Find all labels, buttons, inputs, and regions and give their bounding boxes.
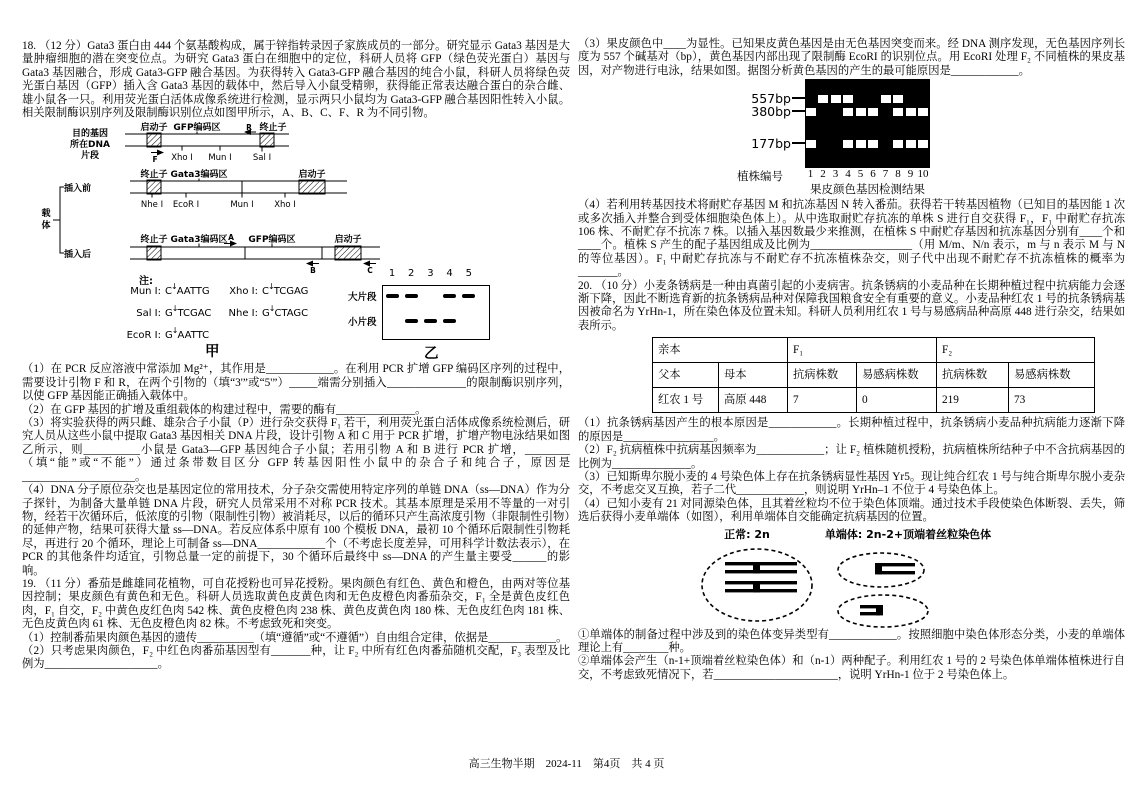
gel2-band xyxy=(806,108,816,116)
gel2-lane-number: 2 xyxy=(820,168,826,181)
gel2-lane-number: 3 xyxy=(832,168,839,181)
q19-sub1: （1）控制番茄果肉颜色基因的遗传__________（填“遵循”或“不遵循”）自由组合定律，依据是____________。 xyxy=(22,631,568,644)
gel-yi-caption: 乙 xyxy=(424,346,439,363)
q20-circle1: ①单端体的制备过程中涉及到的染色体变异类型有____________。按照细胞中染色体形态分类，小麦的单端体理论上有________种。 xyxy=(578,628,1125,654)
gel-yi-band xyxy=(443,294,456,298)
gfp-region-label: GFP编码区 xyxy=(173,123,221,134)
enzyme-name: EcoR I: xyxy=(126,330,161,342)
site-label: Mun I xyxy=(230,200,254,211)
primer-a-label: A xyxy=(228,233,234,243)
gel-yi-lane-number: 5 xyxy=(465,268,472,280)
figure-chromosomes xyxy=(578,525,1125,629)
table-cell: 7 xyxy=(788,388,857,413)
primer-c-label: C xyxy=(367,266,373,276)
enzyme-name: Xho I: xyxy=(229,286,258,298)
gel2-lane-number: 4 xyxy=(845,168,851,181)
terminator-box xyxy=(147,180,161,194)
vector-label: 载 xyxy=(41,209,51,220)
table-cell: 易感病株数 xyxy=(1009,363,1095,388)
figure-gel-peel xyxy=(578,78,1125,199)
gene-construct-diagram xyxy=(22,122,422,280)
gel-yi-band xyxy=(386,294,399,298)
marker-line xyxy=(792,110,805,112)
terminator-label: 终止子 xyxy=(140,170,168,181)
q19-sub3: （3）果皮颜色中____为显性。已知果皮黄色基因是由无色基因突变而来。经 DNA 测序发现，无色基因序列长度为 557 个碱基对（bp），黄色基因内部出现了限制酶 EcoRI 的识别位点。用 EcoRI 处理 F₂ 不同植株的果皮基因，对产物进行电泳，结果如图。据图分析黄色基因的产生的最可能原因是____________。 xyxy=(578,38,1125,77)
table-cell: F₁ xyxy=(788,338,937,363)
gel2-band xyxy=(843,95,853,103)
q18-sub1: （1）在 PCR 反应溶液中常添加 Mg²⁺，其作用是____________。在利用 PCR 扩增 GFP 编码区序列的过程中，需要设计引物 F 和 R，在两个引物的（填“3'”或“5'”）_____端需分别插入______________的限制酶识别序列，以使 GFP 基因能正确插入载体中。 xyxy=(22,363,570,403)
gel-yi-band xyxy=(443,319,456,323)
enzyme-seq: G↓CTAGC xyxy=(262,304,309,320)
gel-yi-row-label: 小片段 xyxy=(348,317,377,329)
site-label: Sal I xyxy=(252,153,272,164)
enzyme-name: Mun I: xyxy=(130,286,161,298)
figure-jia-caption: 甲 xyxy=(205,344,220,361)
gel2-band xyxy=(918,108,928,116)
gel2-lane-number: 5 xyxy=(857,168,864,181)
gel2-marker-label: 380bp xyxy=(751,103,791,119)
table-cell: 亲本 xyxy=(653,338,788,363)
gel2-band xyxy=(856,108,866,116)
gfp-region-label: GFP编码区 xyxy=(248,235,296,246)
gel-yi-band xyxy=(424,319,437,323)
cut-arrow-icon: ↓ xyxy=(171,326,179,336)
gel-yi-lane-number: 4 xyxy=(446,268,453,280)
gel-yi-band xyxy=(405,319,418,323)
normal-cell xyxy=(702,549,812,621)
primer-f-label: F xyxy=(152,155,158,165)
enzyme-seq: C↓AATTG xyxy=(165,282,210,298)
q20-sub4: （4）已知小麦有 21 对同源染色体，且其着丝粒均不位于染色体顶端。通过技术手段使染色体断裂、丢失，筛选后获得小麦单端体（如图），利用单端体自交能确定抗病基因的位置。 xyxy=(578,497,1125,524)
cut-arrow-icon: ↓ xyxy=(171,304,179,314)
gel2-band xyxy=(893,95,903,103)
table-cell: 抗病株数 xyxy=(937,363,1009,388)
cut-arrow-icon: ↓ xyxy=(268,304,276,314)
enzyme-seq: G↓TCGAC xyxy=(165,304,212,320)
gel-yi-row-label: 大片段 xyxy=(348,292,377,304)
gel2-band xyxy=(906,108,916,116)
site-label: Xho I xyxy=(171,153,193,164)
table-cell: 抗病株数 xyxy=(788,363,857,388)
gel2-band xyxy=(831,95,841,103)
gel-yi-band xyxy=(405,294,418,298)
figure-jia-yi xyxy=(22,122,570,362)
gata3-region-label: Gata3编码区 xyxy=(170,235,228,246)
note-title: 注: xyxy=(139,276,153,288)
gel-yi-lane-number: 1 xyxy=(388,268,396,280)
row1-side-label: 目的基因 xyxy=(71,129,109,140)
table-cell: 0 xyxy=(857,388,937,413)
promoter-label: 启动子 xyxy=(298,170,326,181)
gel2-lane-number: 6 xyxy=(870,168,876,181)
gel2-band xyxy=(856,140,866,148)
promoter-label: 启动子 xyxy=(140,123,168,134)
gel2-band xyxy=(881,95,891,103)
row3-side-label: 插入后 xyxy=(64,250,92,261)
row1-side-label: 片段 xyxy=(80,151,100,162)
q19-sub4: （4）若利用转基因技术将耐贮存基因 M 和抗冻基因 N 转入番茄。获得若干转基因植物（已知目的基因能 1 次或多次插入并整合到受体细胞染色体上）。从中选取耐贮存抗冻的单株 S 进行自交获得 F₁，F₁ 中耐贮存抗冻 106 株、不耐贮存不抗冻 7 株。以插入基因数最少来推测，在植株 S 中耐贮存基因和抗冻基因分别有____个和____个。植株 S 产生的配子基因组成及比例为__________________（用 M/m、N/n 表示，m 与 n 表示 M 与 N 的等位基因）。F₁ 中耐贮存抗冻与不耐贮存不抗冻植株杂交，则子代中出现不耐贮存不抗冻植株的概率为_______。 xyxy=(578,199,1125,279)
table-cell: 父本 xyxy=(653,363,719,388)
terminator-box xyxy=(147,246,161,260)
promoter-box xyxy=(335,246,361,260)
table-cell: 红农 1 号 xyxy=(653,388,719,413)
gel2-lane-number: 9 xyxy=(907,168,914,181)
page-footer: 高三生物半期 2024-11 第4页 共 4 页 xyxy=(468,758,665,770)
q18-intro: 18. （12 分）Gata3 蛋白由 444 个氨基酸构成，属于锌指转录因子家族成员的一部分。研究显示 Gata3 基因是大量肿瘤细胞的潜在突变位点。为研究 Gata3 蛋白在细胞中的定位，科研人员将 GFP（绿色荧光蛋白）基因与 Gata3 基因融合，形成 Gata3-GFP 融合基因。为获得转入 Gata3-GFP 融合基因的纯合小鼠，科研人员将绿色荧光蛋白基因（GFP）插入含 Gata3 基因的载体中，然后导入小鼠受精卵，获得能正常表达融合蛋白的杂合雌、雄小鼠各一只。利用荧光蛋白活体成像系统进行检测，显示两只小鼠均为 Gata3-GFP 融合基因阳性转入小鼠。相关限制酶识别序列及限制酶识别位点如图甲所示，A、B、C、F、R 为不同引物。 xyxy=(22,40,570,120)
q19-sub2: （2）只考虑果肉颜色，F₂ 中红色肉番茄基因型有_______种，让 F₂ 中所有红色肉番茄随机交配，F₃ 表型及比例为____________________。 xyxy=(22,644,570,671)
gel2-lane-number: 8 xyxy=(895,168,901,181)
q18-sub3: （3）将实验获得的两只雌、雄杂合子小鼠（P）进行杂交获得 F₁ 若干，利用荧光蛋白活体成像系统检测后，研究人员从这些小鼠中提取 Gata3 基因相关 DNA 片段，设计引物 A 和 C 用于 PCR 扩增，扩增产物电泳结果如图乙所示，则__________小鼠是 Gata3—GFP 基因纯合子小鼠；若用引物 A 和 B 进行 PCR 扩增，________（填“能”或“不能”）通过条带数目区分 GFP 转基因阳性小鼠中的杂合子和纯合子，原因是____________________。 xyxy=(22,417,570,483)
vector-label: 体 xyxy=(41,221,51,232)
q20-sub3: （3）已知斯卑尔脱小麦的 4 号染色体上存在抗条锈病显性基因 Yr5。现让纯合红农 1 号与纯合斯卑尔脱小麦杂交，不考虑交叉互换，若子二代____________，则说明 YrHn–1 不位于 4 号染色体上。 xyxy=(578,470,1125,497)
enzyme-entry xyxy=(214,282,309,298)
promoter-box xyxy=(299,180,325,194)
gel2-marker xyxy=(726,104,805,118)
site-label: Mun I xyxy=(208,153,232,164)
enzyme-entry xyxy=(117,282,210,298)
table-cell: 高原 448 xyxy=(719,388,788,413)
monotelosomic-label: 单端体: 2n-2+顶端着丝粒染色体 xyxy=(824,527,992,541)
gel2-band xyxy=(906,140,916,148)
site-label: Xho I xyxy=(274,200,296,211)
q19-intro: 19. （11 分）番茄是雌雄同花植物，可自花授粉也可异花授粉。果肉颜色有红色、黄色和橙色，由两对等位基因控制；果皮颜色有黄色和无色。科研人员选取黄色皮黄色肉和无色皮橙色肉番茄杂交，F₁ 全是黄色皮红色肉，F₁ 自交，F₂ 中黄色皮红色肉 542 株、黄色皮橙色肉 238 株、黄色皮黄色肉 180 株、无色皮红色肉 181 株、无色皮黄色肉 61 株、无色皮橙色肉 82 株。不考虑致死和突变。 xyxy=(22,577,570,631)
left-column xyxy=(22,40,570,672)
q20-circle2: ②单端体会产生（n-1+顶端着丝粒染色体）和（n-1）两种配子。利用红农 1 号的 2 号染色体单端体植株进行自交，不考虑致死情况下，若______________________，说明 YrHn-1 位于 2 号染色体上。 xyxy=(578,655,1125,681)
cut-arrow-icon: ↓ xyxy=(267,282,275,292)
row1-side-label: 所在DNA xyxy=(70,140,110,151)
normal-cell-label: 正常: 2n xyxy=(724,527,770,541)
table-header-row xyxy=(653,338,1095,363)
gel-yi-lane-number: 2 xyxy=(408,268,415,280)
table-cell: 73 xyxy=(1009,388,1095,413)
row2-side-label: 插入前 xyxy=(64,184,92,195)
gel2-band xyxy=(918,140,928,148)
q20-sub2: （2）F₂ 抗病植株中抗病基因频率为____________；让 F₂ 植株随机授粉，抗病植株所结种子中不含抗病基因的比例为______________。 xyxy=(578,444,1125,470)
table-subheader-row xyxy=(653,363,1095,388)
site-label: Nhe I xyxy=(140,200,164,211)
marker-line xyxy=(792,142,805,144)
gel2-lane-number: 7 xyxy=(882,168,889,181)
table-cell: 母本 xyxy=(719,363,788,388)
q20-sub1: （1）抗条锈病基因产生的根本原因是____________。长期种植过程中，抗条锈病小麦品种抗病能力逐渐下降的原因是________________。 xyxy=(578,417,1125,443)
enzyme-entry xyxy=(117,304,212,320)
enzyme-seq: C↓TCGAG xyxy=(262,282,309,298)
primer-r-label: R xyxy=(246,123,252,133)
gel2-box xyxy=(805,79,930,168)
terminator-box xyxy=(260,133,274,147)
enzyme-entry xyxy=(117,326,210,342)
construct-row2 xyxy=(64,168,347,210)
cut-arrow-icon: ↓ xyxy=(170,282,178,292)
table-cell: F₂ xyxy=(937,338,1095,363)
construct-row3 xyxy=(64,233,380,275)
gel2-lane-number: 10 xyxy=(917,168,929,181)
gel2-band xyxy=(868,108,878,116)
gel2-marker-label: 557bp xyxy=(751,90,791,106)
gel2-caption: 果皮颜色基因检测结果 xyxy=(810,184,925,197)
table-cell: 219 xyxy=(937,388,1009,413)
gel2-band xyxy=(868,140,878,148)
table-data-row xyxy=(653,388,1095,413)
gel2-marker xyxy=(726,136,805,150)
enzyme-name: Nhe I: xyxy=(228,308,258,320)
q18-sub4: （4）DNA 分子原位杂交也是基因定位的常用技术，分子杂交需使用特定序列的单链 DNA（ss—DNA）作为分子探针，为制备大量单链 DNA 片段，研究人员常采用不对称 PCR 技术。其基本原理是采用不等量的一对引物，经若干次循环后，低浓度的引物（限制性引物）被消耗尽，以后的循环只产生高浓度引物（非限制性引物）的延伸产物，结果可获得大量 ss—DNA。若反应体系中原有 100 个模板 DNA，最初 10 个循环后限制性引物耗尽，再进行 20 个循环，理论上可制备 ss—DNA____________个（不考虑长度差异，可用科学计数法表示），在 PCR 的其他条件均适宜，引物总量一定的前提下，30 个循环后最终中 ss—DNA 的产生量主要受______的影响。 xyxy=(22,484,570,577)
q18-sub2: （2）在 GFP 基因的扩增及重组载体的构建过程中，需要的酶有______________。 xyxy=(22,403,427,416)
gel2-band xyxy=(806,140,816,148)
gel2-band xyxy=(843,108,853,116)
table-cell: 易感病株数 xyxy=(857,363,937,388)
gel2-band xyxy=(818,95,828,103)
site-label: EcoR I xyxy=(172,200,200,211)
promoter-label: 启动子 xyxy=(334,235,362,246)
monotelosomic-cells xyxy=(838,553,928,627)
enzyme-entry xyxy=(214,304,309,320)
terminator-label: 终止子 xyxy=(259,123,287,134)
q20-intro: 20. （10 分）小麦条锈病是一种由真菌引起的小麦病害。抗条锈病的小麦品种在长期种植过程中抗病能力会逐渐下降，因此不断选育新的抗条锈病品种对保障我国粮食安全有重要的意义。小麦品种红农 1 号的抗条锈病基因被命名为 YrHn-1，所在染色体及位置未知。科研人员利用红农 1 号与易感病品种高原 448 进行杂交，结果如表所示。 xyxy=(578,279,1125,332)
primer-b-label: B xyxy=(310,266,316,276)
right-column xyxy=(578,38,1125,682)
gel2-lane-row-label: 植株编号 xyxy=(737,171,783,184)
enzyme-name: Sal I: xyxy=(136,308,161,320)
gel-yi-band xyxy=(462,294,475,298)
construct-row1 xyxy=(70,122,289,164)
vector-bracket xyxy=(41,187,64,253)
enzyme-seq: G↓AATTC xyxy=(165,326,210,342)
gata3-region-label: Gata3编码区 xyxy=(170,170,228,181)
marker-line xyxy=(792,97,805,99)
gel2-marker-label: 177bp xyxy=(751,135,791,151)
gel2-lane-number: 1 xyxy=(807,168,814,181)
chromosome-diagram xyxy=(578,525,1123,629)
gel2-band xyxy=(843,140,853,148)
terminator-label: 终止子 xyxy=(140,235,168,246)
q20-cross-table xyxy=(652,337,1095,413)
promoter-box xyxy=(147,133,161,147)
gel-yi-lane-number: 3 xyxy=(427,268,434,280)
gel2-band xyxy=(893,108,903,116)
gel2-band xyxy=(893,140,903,148)
